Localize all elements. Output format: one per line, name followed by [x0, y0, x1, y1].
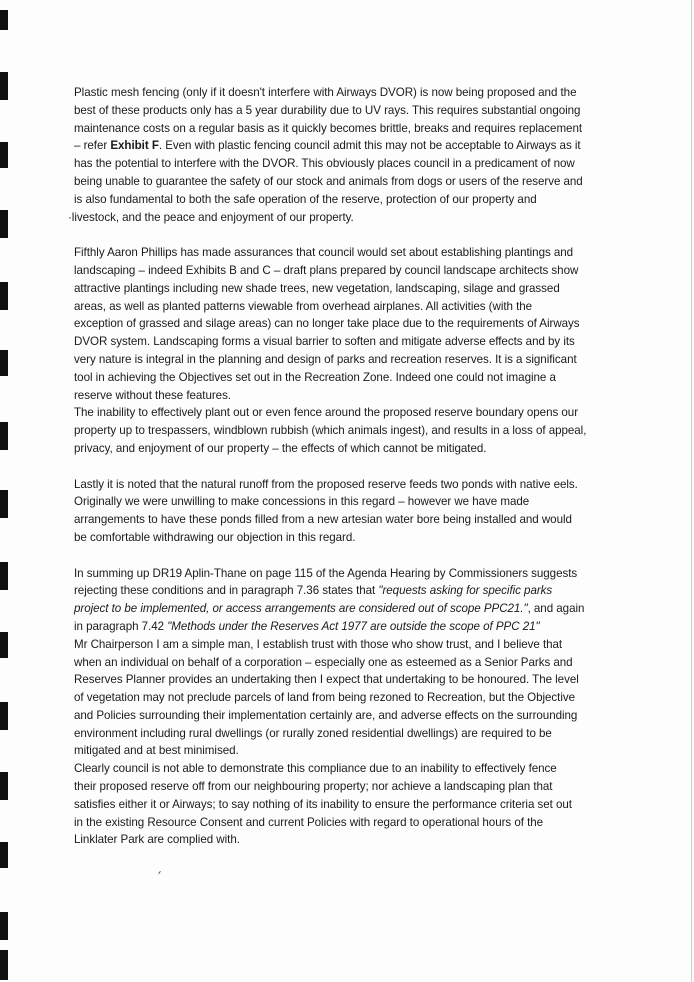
scan-mark [0, 282, 8, 310]
text-line: of vegetation may not preclude parcels of land from being rezoned to Recreation, but the Objective [74, 691, 576, 705]
text-line: attractive plantings including new shade trees, new vegetation, landscaping, silage and grassed [74, 281, 560, 295]
text-run: . Even with plastic fencing council admit this may not be acceptable to Airways as it [158, 139, 581, 153]
text-line: is also fundamental to both the safe operation of the reserve, protection of our property and [74, 192, 537, 206]
text-line: Reserves Planner provides an undertaking then I expect that undertaking to be honoured. The level [74, 673, 579, 687]
text-line: property up to trespassers, windblown rubbish (which animals ingest), and results in a loss of appeal, [74, 424, 587, 438]
scan-mark [0, 490, 8, 518]
text-line: ·livestock, and the peace and enjoyment of our property. [68, 210, 354, 224]
scan-mark [0, 562, 8, 590]
text-line: The inability to effectively plant out or even fence around the proposed reserve boundary opens our [74, 406, 578, 420]
text-line: exception of grassed and silage areas) can no longer take place due to the requirements of Airways [74, 317, 580, 331]
text-line: reserve without these features. [74, 388, 231, 402]
scan-mark [0, 10, 8, 30]
text-line: landscaping – indeed Exhibits B and C – draft plans prepared by council landscape architects show [74, 263, 579, 277]
exhibit-reference: Exhibit F [110, 139, 159, 153]
text-run: , and again [527, 602, 585, 616]
stray-pen-mark [158, 871, 161, 874]
text-line [74, 618, 604, 636]
text-line: and Policies surrounding their implementation certainly are, and adverse effects on the surrounding [74, 708, 578, 722]
scan-mark [0, 142, 8, 168]
scan-mark [0, 632, 8, 658]
text-line: being unable to guarantee the safety of our stock and animals from dogs or users of the reserve and [74, 174, 583, 188]
text-line: environment including rural dwellings (or rurally zoned residential dwellings) are required to be [74, 726, 552, 740]
text-line: mitigated and at best minimised. [74, 744, 239, 758]
text-line: Originally we were unwilling to make concessions in this regard – however we have made [74, 495, 530, 509]
quoted-text: project to be implemented, or access arrangements are considered out of scope PPC21." [74, 602, 528, 616]
scan-mark [0, 350, 8, 376]
quoted-text: "Methods under the Reserves Act 1977 are outside the scope of PPC 21" [167, 619, 540, 633]
paragraph-summing-up [74, 565, 604, 850]
text-line: when an individual on behalf of a corporation – especially one as esteemed as a Senior Parks and [74, 655, 573, 669]
scan-mark [0, 842, 8, 868]
scan-mark [0, 950, 8, 980]
quoted-text: "requests asking for specific parks [378, 584, 553, 598]
text-line: Clearly council is not able to demonstrate this compliance due to an inability to effectively fence [74, 762, 557, 776]
text-line: Lastly it is noted that the natural runoff from the proposed reserve feeds two ponds with native eels. [74, 477, 578, 491]
scan-mark [0, 210, 8, 238]
text-line: DVOR system. Landscaping forms a visual barrier to soften and mitigate adverse effects and by its [74, 335, 575, 349]
text-line: areas, as well as planted patterns viewable from overhead airplanes. All activities (with the [74, 299, 533, 313]
text-line [74, 137, 604, 155]
text-line: tool in achieving the Objectives set out in the Recreation Zone. Indeed one could not imagine a [74, 370, 556, 384]
scan-mark [0, 702, 8, 730]
text-line: arrangements to have these ponds filled from a new artesian water bore being installed and would [74, 513, 572, 527]
text-line: Mr Chairperson I am a simple man, I establish trust with those who show trust, and I believe that [74, 637, 563, 651]
text-line: in the existing Resource Consent and current Policies with regard to operational hours of the [74, 815, 544, 829]
text-line: Linklater Park are complied with. [74, 833, 240, 847]
paragraph-landscaping [74, 244, 604, 458]
scan-mark [0, 422, 8, 450]
document-body [68, 84, 604, 849]
text-run: in paragraph 7.42 [74, 619, 168, 633]
text-line: very nature is integral in the planning and design of parks and recreation reserves. It is a significant [74, 352, 577, 366]
text-line: their proposed reserve off from our neighbouring property; nor achieve a landscaping plan that [74, 780, 553, 794]
scan-mark [0, 72, 8, 100]
paragraph-runoff [74, 476, 604, 547]
text-line: Plastic mesh fencing (only if it doesn't interfere with Airways DVOR) is now being proposed and the [74, 86, 577, 99]
text-line: best of these products only has a 5 year durability due to UV rays. This requires substantial ongoing [74, 103, 581, 117]
text-line [74, 582, 604, 600]
text-line: privacy, and enjoyment of our property – the effects of which cannot be mitigated. [74, 441, 487, 455]
text-line: In summing up DR19 Aplin-Thane on page 115 of the Agenda Hearing by Commissioners suggests [74, 566, 578, 580]
text-line: maintenance costs on a regular basis as it quickly becomes brittle, breaks and requires replacement [74, 121, 583, 135]
text-line [74, 600, 604, 618]
text-line: Fifthly Aaron Phillips has made assurances that council would set about establishing plantings and [74, 246, 574, 260]
page-edge [691, 0, 692, 982]
scan-mark [0, 772, 8, 800]
text-line: satisfies either it or Airways; to say nothing of its inability to ensure the performance criteria set out [74, 797, 572, 811]
text-run: – refer [74, 139, 111, 153]
text-run: rejecting these conditions and in paragraph 7.36 states that [74, 584, 379, 598]
text-line: be comfortable withdrawing our objection in this regard. [74, 530, 356, 544]
paragraph-fencing [68, 84, 604, 226]
scan-mark [0, 912, 8, 940]
text-line: has the potential to interfere with the DVOR. This obviously places council in a predicament of now [74, 157, 575, 171]
